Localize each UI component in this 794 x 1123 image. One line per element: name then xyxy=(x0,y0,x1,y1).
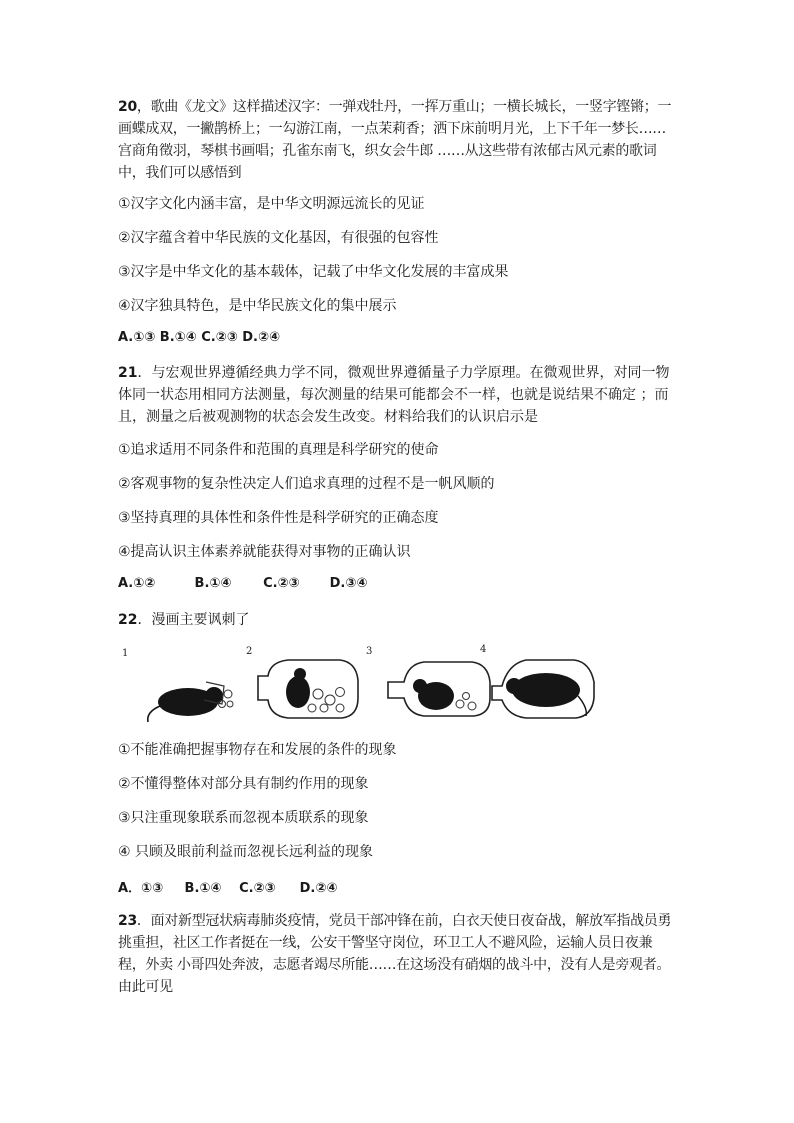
question-text: ．漫画主要讽刺了 xyxy=(137,612,250,628)
panel-2-rat-eating-in-bottle xyxy=(258,660,358,718)
choice-d: D.③④ xyxy=(329,576,368,591)
q22-option-2: ②不懂得整体对部分具有制约作用的现象 xyxy=(118,776,369,792)
panel-number-1: 1 xyxy=(122,648,129,659)
question-text: ．与宏观世界遵循经典力学不同，微观世界遵循量子力学原理。在微观世界，对同一物体同一状态用相同方法测量，每次测量的结果可能都会不一样，也就是说结果不确定 ；而且，测量之后被观测物的状态会发生改变。材料给我们的认识启示是 xyxy=(118,365,670,425)
q20-option-3: ③汉字是中华文化的基本载体，记载了中华文化发展的丰富成果 xyxy=(118,264,509,280)
q21-option-1: ①追求适用不同条件和范围的真理是科学研究的使命 xyxy=(118,442,439,458)
q20-option-4: ④汉字独具特色，是中华民族文化的集中展示 xyxy=(118,298,397,314)
choice-d: D.②④ xyxy=(242,330,280,345)
question-text: ．面对新型冠状病毒肺炎疫情，党员干部冲锋在前，白衣天使日夜奋战，解放军指战员勇挑重担，社区工作者挺在一线，公安干警坚守岗位，环卫工人不避风险，运输人员日夜兼程，外卖 小哥四处奔波，志愿者竭尽所能……在这场没有硝烟的战斗中，没有人是旁观者。由此可见 xyxy=(118,913,672,995)
question-text: ，歌曲《龙文》这样描述汉字：一弹戏牡丹，一挥万重山；一横长城长，一竖字铿锵；一画蝶成双，一撇鹊桥上；一勾游江南，一点茉莉香；洒下床前明月光，上下千年一梦长……宫商角徵羽，琴棋书画唱；孔雀东南飞，织女会牛郎 ……从这些带有浓郁古风元素的歌词中，我们可以感悟到 xyxy=(118,99,672,181)
question-number: 21 xyxy=(118,365,138,381)
choice-c: C.②③ xyxy=(201,330,238,345)
panel-3-fat-rat-in-bottle xyxy=(388,662,490,716)
panel-1-rat-outside-bottle xyxy=(148,682,233,722)
question-number: 20 xyxy=(118,99,137,115)
choice-b: B.①④ xyxy=(184,881,222,896)
q20-option-2: ②汉字蕴含着中华民族的文化基因，有很强的包容性 xyxy=(118,230,439,246)
question-number: 23 xyxy=(118,913,137,929)
q22-option-3: ③只注重现象联系而忽视本质联系的现象 xyxy=(118,810,369,826)
cartoon-rat-in-bottle xyxy=(118,642,598,726)
panel-4-rat-stuck-in-bottle xyxy=(492,660,594,718)
choice-b: B.①④ xyxy=(159,330,197,345)
panel-number-3: 3 xyxy=(366,646,373,657)
question-number: 22 xyxy=(118,612,138,628)
q20-option-1: ①汉字文化内涵丰富，是中华文明源远流长的见证 xyxy=(118,196,425,212)
q20-answer-choices xyxy=(118,330,280,345)
q21-answer-choices xyxy=(118,576,367,591)
choice-b: B.①④ xyxy=(194,576,232,591)
q21-option-4: ④提高认识主体素养就能获得对事物的正确认识 xyxy=(118,544,411,560)
choice-c: C.②③ xyxy=(263,576,300,591)
question-22-stem xyxy=(118,610,249,630)
question-21-stem xyxy=(118,362,678,428)
panel-number-4: 4 xyxy=(480,644,487,655)
q22-option-4: ④ 只顾及眼前利益而忽视长远利益的现象 xyxy=(118,844,373,860)
q21-option-2: ②客观事物的复杂性决定人们追求真理的过程不是一帆风顺的 xyxy=(118,476,495,492)
choice-a: A.①③ xyxy=(118,330,156,345)
choice-a: A.①② xyxy=(118,576,156,591)
panel-number-2: 2 xyxy=(246,646,253,657)
choice-c: C.②③ xyxy=(239,881,276,896)
choice-d: D.②④ xyxy=(299,881,338,896)
q22-answer-choices xyxy=(118,877,337,896)
q22-option-1: ①不能准确把握事物存在和发展的条件的现象 xyxy=(118,742,397,758)
question-23-stem xyxy=(118,910,678,998)
question-20-stem xyxy=(118,96,678,184)
q21-option-3: ③坚持真理的具体性和条件性是科学研究的正确态度 xyxy=(118,510,439,526)
choice-a: A．①③ xyxy=(118,881,164,896)
